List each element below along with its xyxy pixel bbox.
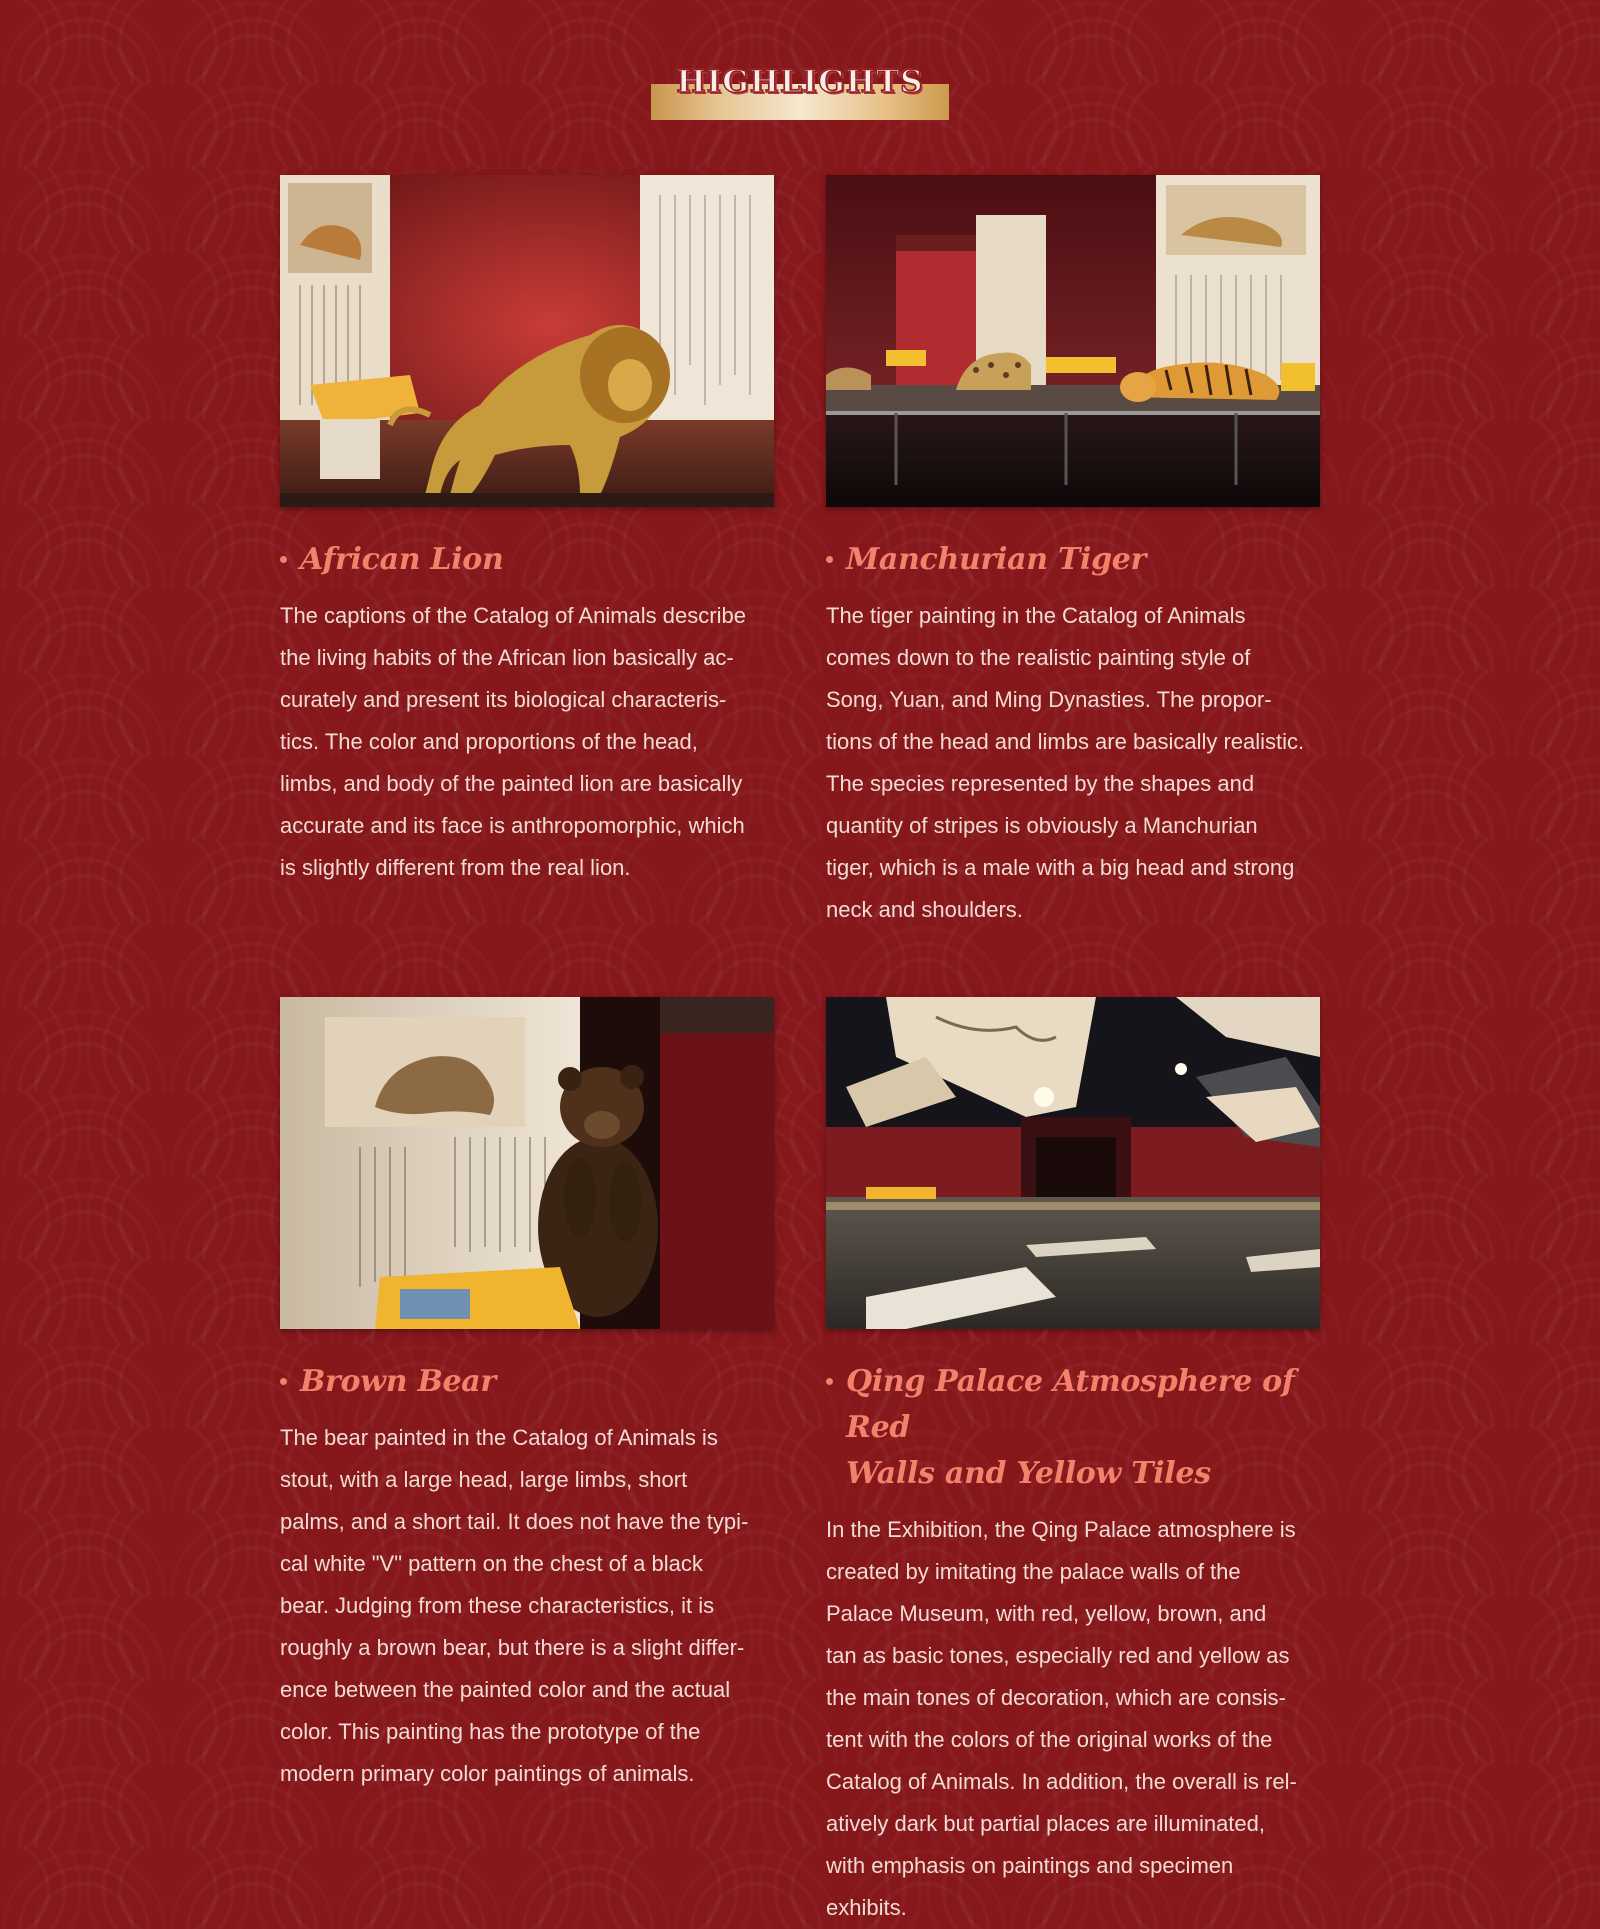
description-line: cal white "V" pattern on the chest of a black <box>280 1551 703 1576</box>
highlight-card-qing-palace <box>826 997 1320 1929</box>
description-line: The captions of the Catalog of Animals describe <box>280 603 746 628</box>
description-line: The tiger painting in the Catalog of Animals <box>826 603 1246 628</box>
description-line: comes down to the realistic painting style of <box>826 645 1251 670</box>
card-title-text: Qing Palace Atmosphere of Red <box>846 1364 1295 1445</box>
highlight-card-african-lion <box>280 175 774 889</box>
bear-exhibit-illustration <box>280 997 774 1329</box>
description-line: Catalog of Animals. In addition, the overall is rel- <box>826 1769 1297 1794</box>
tiger-exhibit-illustration <box>826 175 1320 507</box>
highlight-card-manchurian-tiger <box>826 175 1320 931</box>
card-description <box>826 1509 1320 1929</box>
description-line: tiger, which is a male with a big head and strong <box>826 855 1295 880</box>
card-title <box>280 1359 774 1405</box>
palace-exhibit-photo <box>826 997 1320 1329</box>
lion-exhibit-illustration <box>280 175 774 507</box>
description-line: The species represented by the shapes and <box>826 771 1255 796</box>
description-line: the living habits of the African lion basically ac- <box>280 645 734 670</box>
card-title-text: Manchurian Tiger <box>846 542 1147 577</box>
card-description <box>280 595 774 889</box>
description-line: neck and shoulders. <box>826 897 1023 922</box>
tiger-exhibit-photo <box>826 175 1320 507</box>
description-line: limbs, and body of the painted lion are basically <box>280 771 743 796</box>
description-line: tent with the colors of the original works of the <box>826 1727 1273 1752</box>
card-title-text: African Lion <box>300 542 504 577</box>
description-line: roughly a brown bear, but there is a slight differ- <box>280 1635 745 1660</box>
card-description <box>280 1417 774 1795</box>
title-bullet <box>280 1378 287 1385</box>
description-line: the main tones of decoration, which are consis- <box>826 1685 1286 1710</box>
description-line: tions of the head and limbs are basically realistic. <box>826 729 1305 754</box>
description-line: atively dark but partial places are illuminated, <box>826 1811 1266 1836</box>
title-bullet <box>280 556 287 563</box>
palace-exhibit-illustration <box>826 997 1320 1329</box>
card-title <box>826 1359 1320 1497</box>
description-line: curately and present its biological characteris- <box>280 687 727 712</box>
description-line: In the Exhibition, the Qing Palace atmosphere is <box>826 1517 1296 1542</box>
description-line: quantity of stripes is obviously a Manchurian <box>826 813 1258 838</box>
description-line: with emphasis on paintings and specimen exhibits. <box>826 1853 1234 1920</box>
description-line: stout, with a large head, large limbs, short <box>280 1467 688 1492</box>
bear-exhibit-photo <box>280 997 774 1329</box>
description-line: The bear painted in the Catalog of Animals is <box>280 1425 718 1450</box>
description-line: is slightly different from the real lion. <box>280 855 631 880</box>
description-line: Palace Museum, with red, yellow, brown, and <box>826 1601 1267 1626</box>
description-line: tics. The color and proportions of the head, <box>280 729 698 754</box>
card-title-text: Walls and Yellow Tiles <box>846 1456 1211 1491</box>
description-line: ence between the painted color and the actual <box>280 1677 731 1702</box>
title-bullet <box>826 556 833 563</box>
card-title-text: Brown Bear <box>300 1364 496 1399</box>
lion-exhibit-photo <box>280 175 774 507</box>
description-line: color. This painting has the prototype of the <box>280 1719 701 1744</box>
highlight-card-brown-bear <box>280 997 774 1795</box>
card-title <box>280 537 774 583</box>
card-title <box>826 537 1320 583</box>
description-line: tan as basic tones, especially red and yellow as <box>826 1643 1290 1668</box>
description-line: modern primary color paintings of animals. <box>280 1761 695 1786</box>
highlights-banner <box>651 66 949 122</box>
title-bullet <box>826 1378 833 1385</box>
page-title: HIGHLIGHTS <box>676 64 924 100</box>
description-line: accurate and its face is anthropomorphic, which <box>280 813 745 838</box>
description-line: palms, and a short tail. It does not have the typi- <box>280 1509 749 1534</box>
description-line: bear. Judging from these characteristics, it is <box>280 1593 715 1618</box>
description-line: created by imitating the palace walls of the <box>826 1559 1241 1584</box>
card-description <box>826 595 1320 931</box>
description-line: Song, Yuan, and Ming Dynasties. The propor- <box>826 687 1272 712</box>
